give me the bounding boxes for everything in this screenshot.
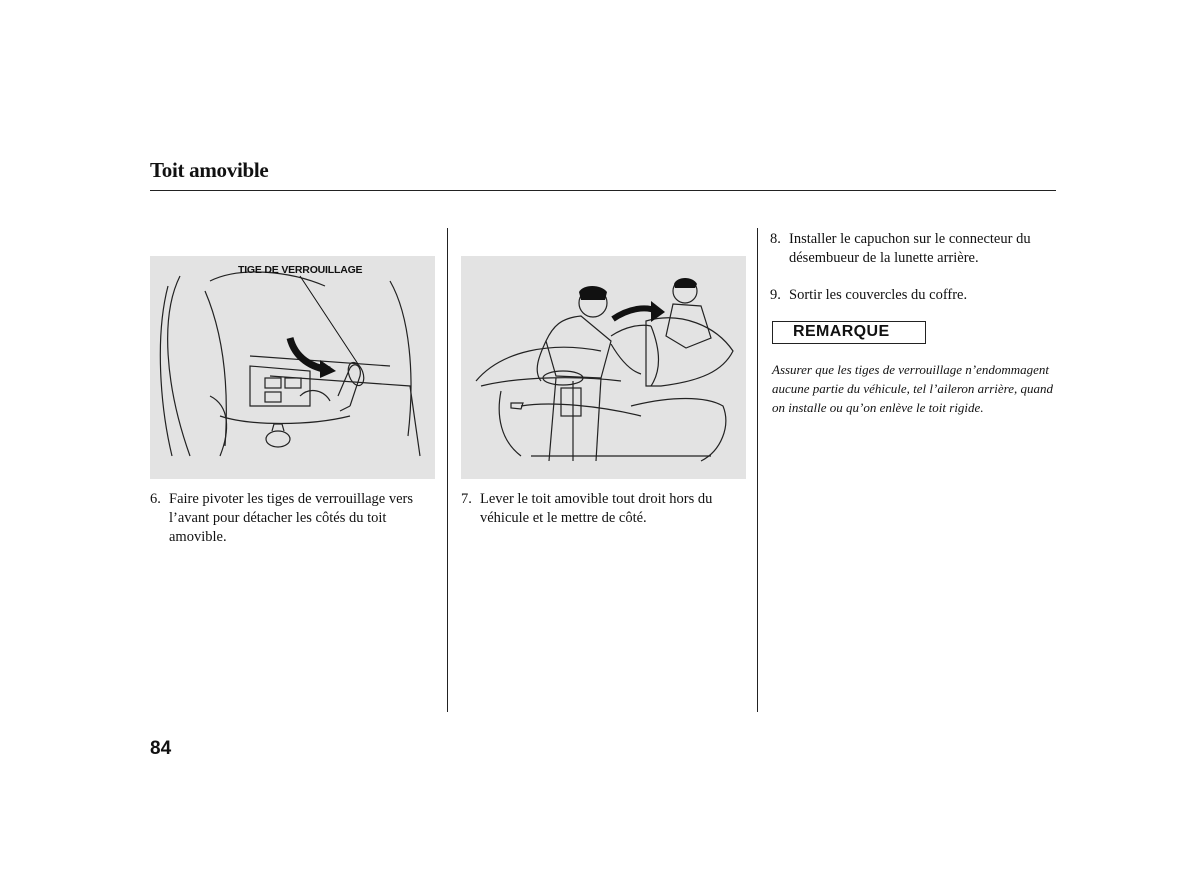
notice-title: REMARQUE <box>793 323 890 340</box>
column-divider-1 <box>447 228 448 712</box>
step-number: 8. <box>770 231 781 247</box>
notice-heading-box <box>772 321 926 344</box>
step-number: 9. <box>770 287 781 303</box>
locking-pin-illustration <box>150 256 435 479</box>
step-text: Lever le toit amovible tout droit hors du véhicule et le mettre de côté. <box>480 491 713 526</box>
locking-pin-label: TIGE DE VERROUILLAGE <box>238 264 363 276</box>
step-number: 6. <box>150 491 161 507</box>
step-9 <box>770 286 1060 305</box>
column-divider-2 <box>757 228 758 712</box>
title-rule <box>150 190 1056 191</box>
roof-removal-drawing <box>461 256 746 479</box>
step-text: Sortir les couvercles du coffre. <box>789 287 968 303</box>
step-6 <box>150 490 438 547</box>
page-title: Toit amovible <box>150 158 269 182</box>
lift-arrow-icon <box>613 308 657 319</box>
step-text: Installer le capuchon sur le connecteur du désembueur de la lunette arrière. <box>789 231 1031 266</box>
locking-pin-drawing <box>150 256 435 479</box>
step-text: Faire pivoter les tiges de verrouillage vers l’avant pour détacher les côtés du toit amovible. <box>169 491 414 545</box>
notice-text: Assurer que les tiges de verrouillage n’endommagent aucune partie du véhicule, tel l’aileron arrière, quand on installe ou qu’on enlève le toit rigide. <box>772 362 1053 415</box>
page-number: 84 <box>150 738 172 759</box>
step-number: 7. <box>461 491 472 507</box>
step-7 <box>461 490 746 528</box>
step-8 <box>770 230 1060 268</box>
roof-removal-illustration <box>461 256 746 479</box>
